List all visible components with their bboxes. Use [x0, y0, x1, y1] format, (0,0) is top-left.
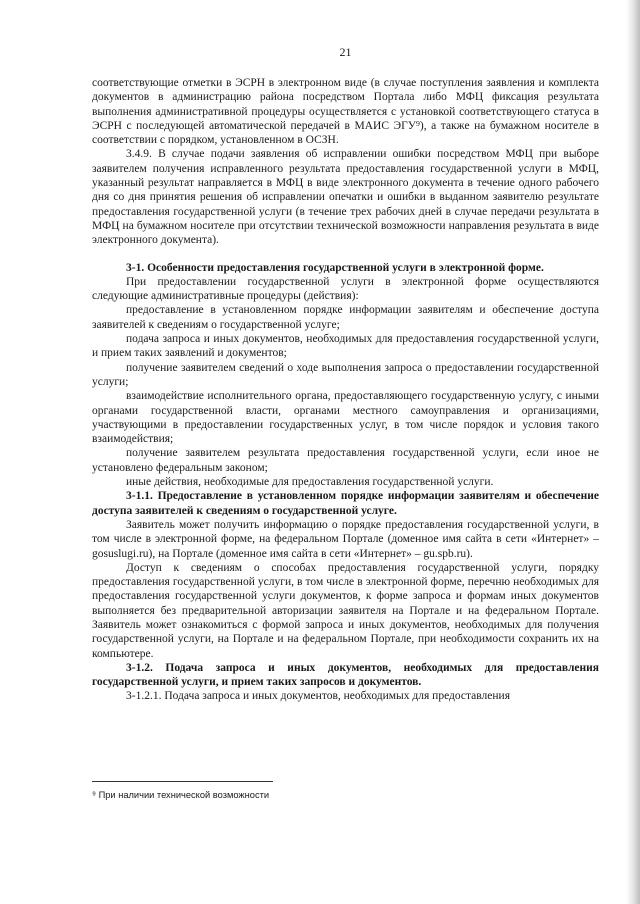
list-item: предоставление в установленном порядке информации заявителям и обеспечение доступа заявителей к сведениям о государственной услуге; [92, 304, 599, 331]
page-number: 21 [339, 45, 352, 59]
list-item: взаимодействие исполнительного органа, предоставляющего государственную услугу, с иными органами государственной власти, органами местного самоуправления и организациями, участвующими в предоставлении государственных услуг, в том числе порядок и условия такого взаимодействия; [92, 390, 599, 446]
list-item: иные действия, необходимые для предоставления государственной услуги. [126, 476, 494, 489]
list-item: подача запроса и иных документов, необходимых для предоставления государственной услуги, и прием таких заявлений и документов; [92, 333, 599, 360]
footnote-divider [92, 781, 273, 782]
subsection-heading: 3-1.2. Подача запроса и иных документов, необходимых для предоставления государственной услуги, и прием таких запросов и документов. [92, 661, 599, 689]
section-heading: 3-1. Особенности предоставления государственной услуги в электронной форме. [126, 261, 544, 274]
footnote: ⁹ При наличии технической возможности [92, 790, 270, 800]
paragraph: соответствующие отметки в ЭСРН в электронном виде (в случае поступления заявления и комплекта документов в администрацию района посредством Портала либо МФЦ фиксация результата выполнения административной процедуры осуществляется с установкой соответствующего статуса в ЭСРН с последующей автоматической передачей в МАИС ЭГУ⁹), а также на бумажном носителе в соответствии с порядком, установленном в ОСЗН. [92, 77, 599, 147]
paragraph: При предоставлении государственной услуги в электронной форме осуществляются следующие административные процедуры (действия): [92, 275, 599, 303]
list-item: получение заявителем сведений о ходе выполнения запроса о предоставлении государственной услуги; [92, 361, 599, 388]
paragraph: 3.4.9. В случае подачи заявления об исправлении ошибки посредством МФЦ при выборе заявителем получения исправленного результата предоставления государственной услуги в МФЦ, указанный результат направляется в МФЦ в виде электронного документа в течение одного рабочего дня со дня принятия решения об исправлении опечатки и ошибки в выданном заявителю результате предоставления государственной услуги (в течение трех рабочих дней в случае передачи результата в МФЦ на бумажном носителе при отсутствии технической возможности направления результата в виде электронного документа). [92, 148, 599, 247]
body-text [92, 76, 599, 704]
list-item: получение заявителем результата предоставления государственной услуги, если иное не установлено федеральным законом; [92, 447, 599, 474]
subsection-heading: 3-1.1. Предоставление в установленном порядке информации заявителям и обеспечение доступа заявителей к сведениям о государственной услуге. [92, 490, 599, 517]
paragraph: 3-1.2.1. Подача запроса и иных документов, необходимых для предоставления [126, 690, 511, 703]
scan-shadow-edge [626, 0, 640, 904]
paragraph: Доступ к сведениям о способах предоставления государственной услуги, порядку предоставления государственной услуги, в том числе в электронной форме, перечню необходимых для предоставления государственной услуги документов, к форме запроса и формам иных документов выполняется без предварительной авторизации заявителя на Портале и на федеральном Портале. Заявитель может ознакомиться с формой запроса и иных документов, необходимых для получения государственной услуги, на Портале и на федеральном Портале, при необходимости сохранить их на компьютере. [92, 561, 599, 660]
paragraph: Заявитель может получить информацию о порядке предоставления государственной услуги, в том числе в электронной форме, на федеральном Портале (доменное имя сайта в сети «Интернет» – gosuslugi.ru), на Портале (доменное имя сайта в сети «Интернет» – gu.spb.ru). [92, 518, 599, 560]
